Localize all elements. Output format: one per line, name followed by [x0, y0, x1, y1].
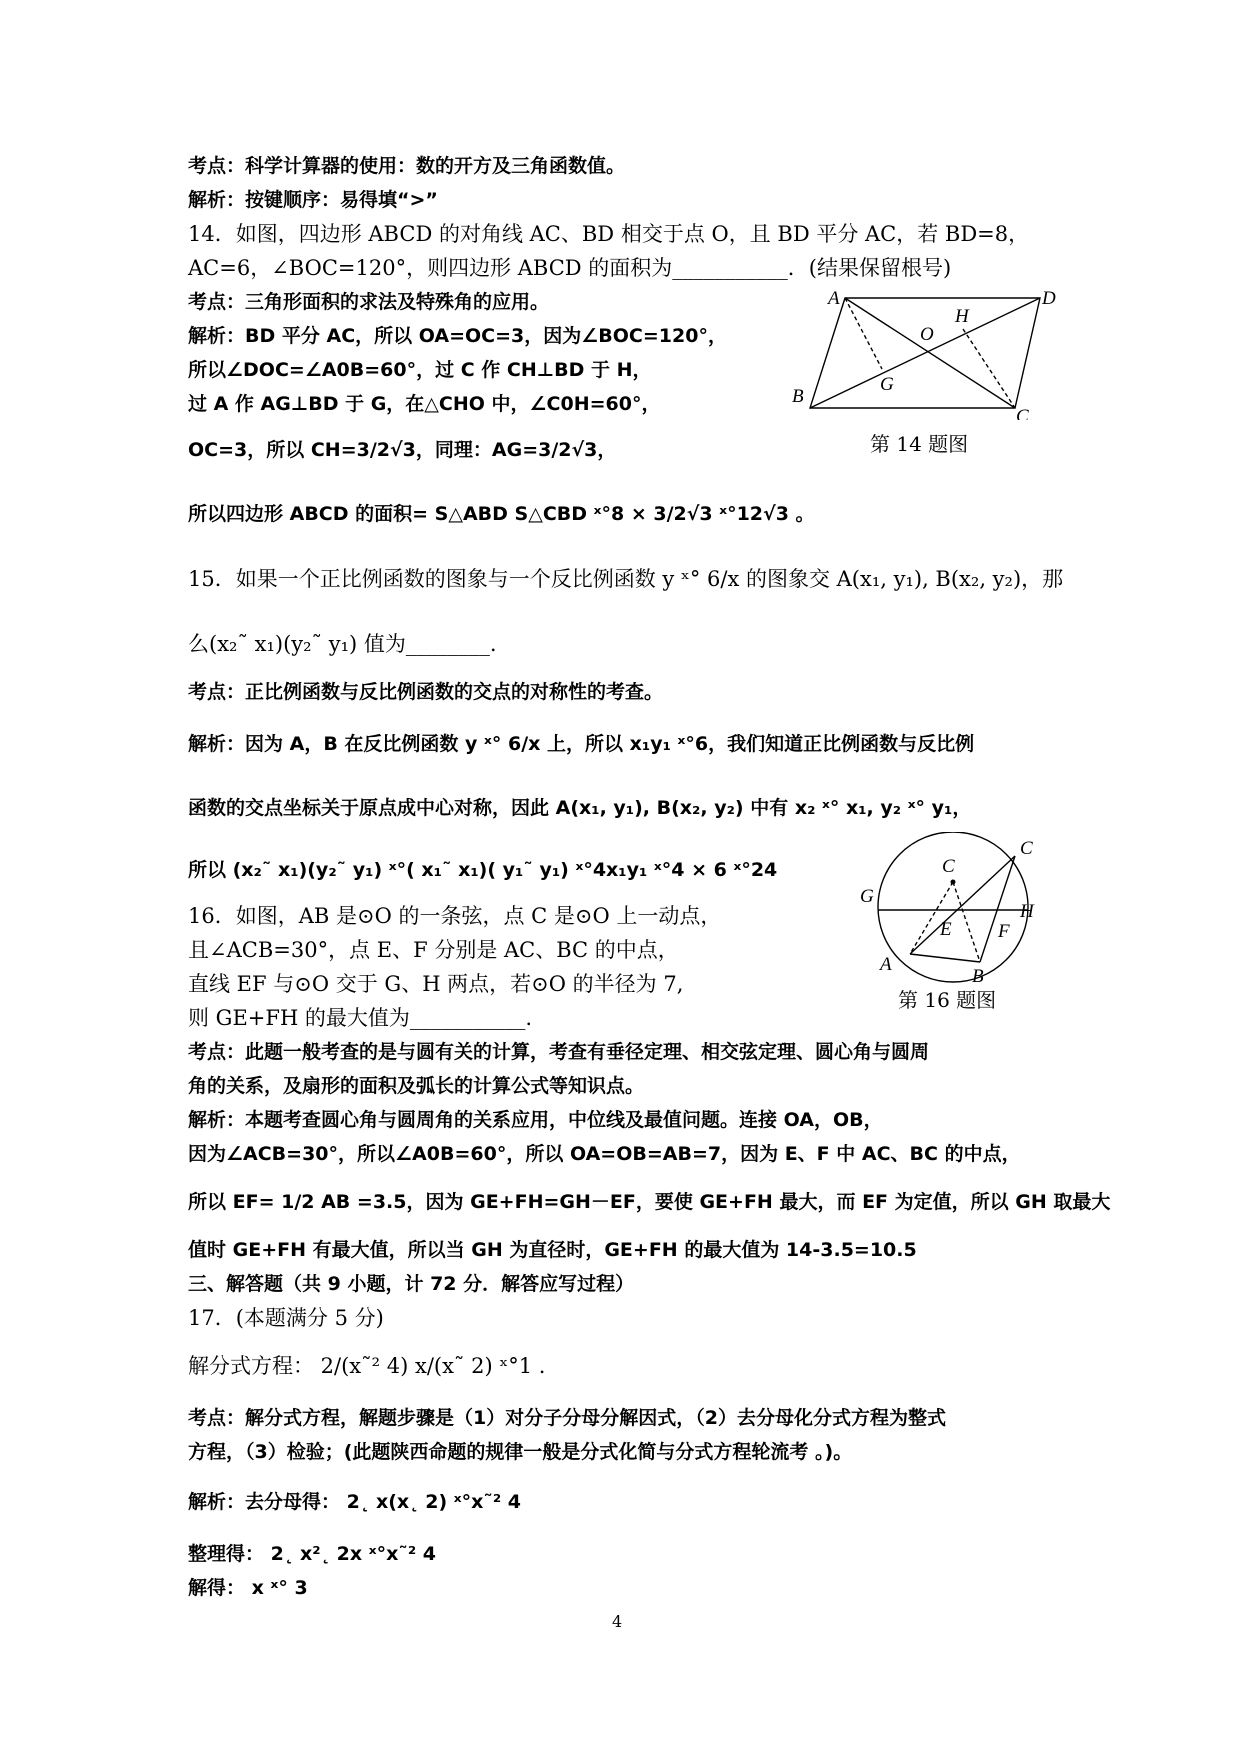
- label-a: A: [880, 954, 892, 975]
- text-line-29: 解分式方程： 2/(x˜² 4) x/(x˜ 2) ˣ°1 .: [188, 1354, 546, 1378]
- text-line-33: 整理得： 2˛ x²˛ 2x ˣ°x˜² 4: [188, 1543, 436, 1565]
- label-b: B: [972, 966, 984, 987]
- text-line-15: 函数的交点坐标关于原点成中心对称，因此 A(x₁, y₁), B(x₂, y₂) 中有 x₂ ˣ° x₁, y₂ ˣ° y₁，: [188, 797, 972, 819]
- text-line-7: 所以∠DOC=∠A0B=60°，过 C 作 CH⊥BD 于 H，: [188, 359, 652, 381]
- label-g: G: [880, 374, 894, 395]
- label-f: F: [998, 921, 1010, 942]
- text-line-8: 过 A 作 AG⊥BD 于 G，在△CHO 中，∠C0H=60°，: [188, 393, 661, 415]
- text-line-10: 所以四边形 ABCD 的面积= S△ABD S△CBD ˣ°8 × 3/2√3 ˣ°12√3 。: [188, 503, 815, 525]
- text-line-21: 考点：此题一般考查的是与圆有关的计算，考查有垂径定理、相交弦定理、圆心角与圆周: [188, 1041, 930, 1063]
- circle-diagram: [860, 832, 1050, 987]
- label-c: C: [1020, 838, 1033, 859]
- label-o: O: [920, 324, 934, 345]
- text-line-32: 解析：去分母得： 2˛ x(x˛ 2) ˣ°x˜² 4: [188, 1491, 522, 1513]
- text-line-6: 解析：BD 平分 AC，所以 OA=OC=3，因为∠BOC=120°，: [188, 325, 727, 347]
- text-line-26: 值时 GE+FH 有最大值，所以当 GH 为直径时，GE+FH 的最大值为 14-3.5=10.5: [188, 1239, 917, 1261]
- text-line-17: 16．如图，AB 是⊙O 的一条弦，点 C 是⊙O 上一动点，: [188, 904, 722, 928]
- label-d: D: [1042, 290, 1056, 309]
- quadrilateral-diagram: [790, 290, 1060, 420]
- text-line-9: OC=3，所以 CH=3/2√3，同理：AG=3/2√3，: [188, 439, 617, 461]
- text-line-2: 解析：按键顺序：易得填“>”: [188, 189, 438, 211]
- text-line-25: 所以 EF= 1/2 AB =3.5，因为 GE+FH=GH－EF，要使 GE+FH 最大，而 EF 为定值，所以 GH 取最大: [188, 1191, 1111, 1213]
- text-line-16: 所以 (x₂˜ x₁)(y₂˜ y₁) ˣ°( x₁˜ x₁)( y₁˜ y₁) ˣ°4x₁y₁ ˣ°4 × 6 ˣ°24: [188, 859, 778, 881]
- text-line-13: 考点：正比例函数与反比例函数的交点的对称性的考查。: [188, 681, 664, 703]
- text-line-34: 解得： x ˣ° 3: [188, 1577, 308, 1599]
- page-number: 4: [612, 1612, 623, 1631]
- label-a: A: [828, 290, 840, 309]
- label-h: H: [1020, 901, 1034, 922]
- text-line-24: 因为∠ACB=30°，所以∠A0B=60°，所以 OA=OB=AB=7，因为 E、F 中 AC、BC 的中点，: [188, 1143, 1021, 1165]
- label-b: B: [792, 386, 804, 407]
- text-line-20: 则 GE+FH 的最大值为___________.: [188, 1006, 533, 1030]
- text-line-4: AC=6，∠BOC=120°，则四边形 ABCD 的面积为___________．(结果保留根号): [188, 256, 952, 280]
- text-line-1: 考点：科学计算器的使用：数的开方及三角函数值。: [188, 155, 626, 177]
- text-line-5: 考点：三角形面积的求法及特殊角的应用。: [188, 291, 550, 313]
- text-line-28: 17．(本题满分 5 分): [188, 1306, 384, 1330]
- text-line-23: 解析：本题考查圆心角与圆周角的关系应用，中位线及最值问题。连接 OA，OB，: [188, 1109, 883, 1131]
- figure-14: [790, 290, 1060, 456]
- figure-16: [860, 832, 1050, 1012]
- text-line-19: 直线 EF 与⊙O 交于 G、H 两点，若⊙O 的半径为 7,: [188, 972, 684, 996]
- figure-14-caption: 第 14 题图: [870, 432, 969, 456]
- text-line-30: 考点：解分式方程，解题步骤是（1）对分子分母分解因式，（2）去分母化分式方程为整式: [188, 1407, 946, 1429]
- label-e: E: [940, 919, 952, 940]
- text-line-12: 么(x₂˜ x₁)(y₂˜ y₁) 值为________.: [188, 632, 497, 656]
- text-line-18: 且∠ACB=30°，点 E、F 分别是 AC、BC 的中点，: [188, 938, 679, 962]
- text-line-3: 14．如图，四边形 ABCD 的对角线 AC、BD 相交于点 O，且 BD 平分 AC，若 BD=8，: [188, 222, 1030, 246]
- text-line-14: 解析：因为 A，B 在反比例函数 y ˣ° 6/x 上，所以 x₁y₁ ˣ°6，我们知道正比例函数与反比例: [188, 733, 975, 755]
- label-c: C: [1016, 406, 1029, 420]
- label-h: H: [955, 306, 969, 327]
- label-c-center: C: [942, 856, 955, 877]
- figure-16-caption: 第 16 题图: [898, 988, 997, 1012]
- text-line-27: 三、解答题（共 9 小题，计 72 分．解答应写过程）: [188, 1273, 635, 1295]
- text-line-31: 方程，（3）检验；(此题陕西命题的规律一般是分式化简与分式方程轮流考 。)。: [188, 1441, 853, 1463]
- text-line-22: 角的关系，及扇形的面积及弧长的计算公式等知识点。: [188, 1075, 645, 1097]
- label-g: G: [860, 886, 874, 907]
- text-line-11: 15．如果一个正比例函数的图象与一个反比例函数 y ˣ° 6/x 的图象交 A(x₁, y₁), B(x₂, y₂)，那: [188, 567, 1064, 591]
